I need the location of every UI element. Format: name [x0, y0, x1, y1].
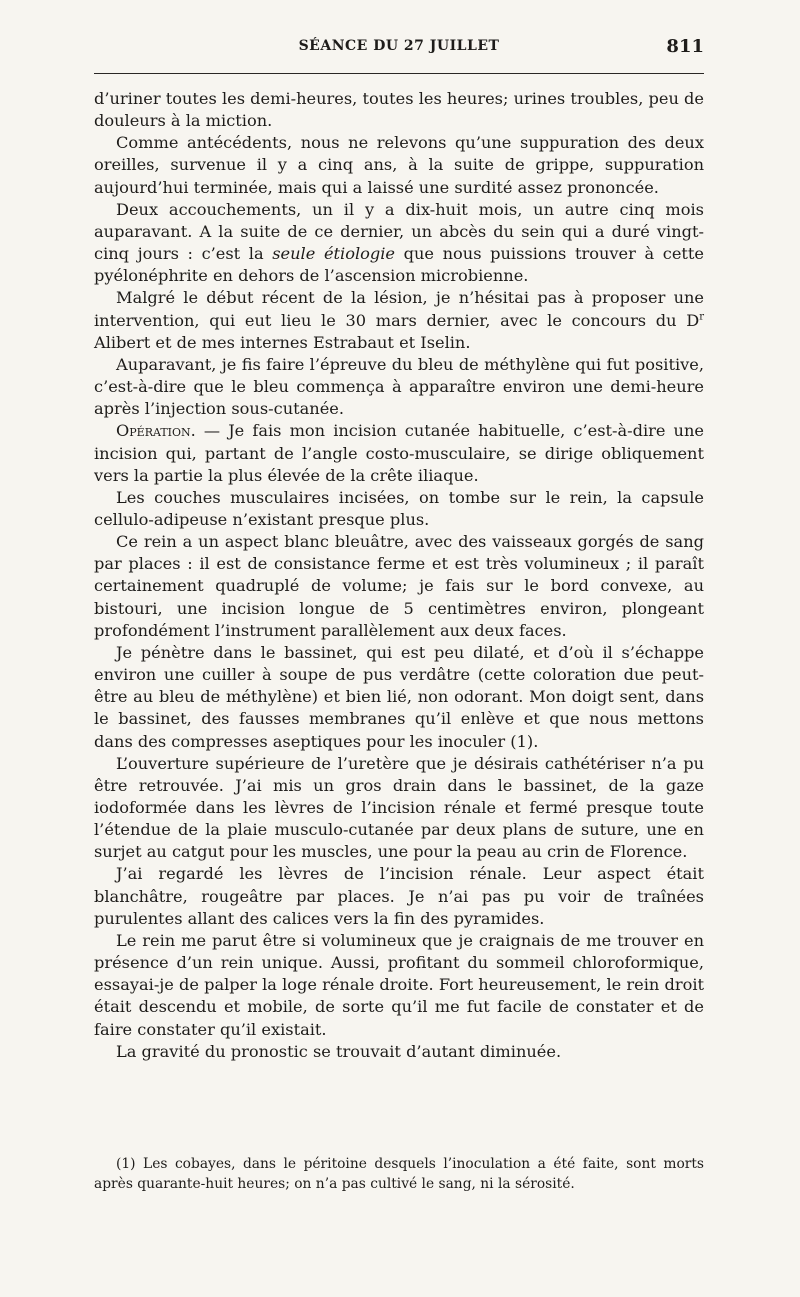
paragraph: Ce rein a un aspect blanc bleuâtre, avec des vaisseaux gorgés de sang par places : il est de consistance ferme et est très volumineux ; il paraît certainement quadruplé de volume; je fais sur le bord convexe, au bistouri, une incision longue de 5 centimètres environ, plongeant profondément l’instrument parallèlement aux deux faces.: [94, 532, 704, 640]
paragraph: La gravité du pronostic se trouvait d’autant diminuée.: [116, 1041, 562, 1061]
footnote: [94, 1154, 704, 1194]
superscript: r: [699, 311, 704, 323]
header-title: SÉANCE DU 27 JUILLET: [298, 38, 500, 54]
paragraph: [94, 420, 704, 486]
paragraph: [94, 287, 704, 353]
page-number: 811: [666, 36, 704, 57]
text-run: Alibert et de mes internes Estrabaut et Iselin.: [94, 332, 471, 352]
paragraph: Les couches musculaires incisées, on tombe sur le rein, la capsule cellulo-adipeuse n’existant presque plus.: [94, 487, 704, 529]
section-label: Opération.: [116, 421, 196, 441]
running-header: [94, 36, 704, 58]
paragraph: d’uriner toutes les demi-heures, toutes les heures; urines troubles, peu de douleurs à la miction.: [94, 89, 704, 131]
footnote-text: (1) Les cobayes, dans le péritoine desquels l’inoculation a été faite, sont morts après quarante-huit heures; on n’a pas cultivé le sang, ni la sérosité.: [94, 1156, 704, 1192]
text-run: Malgré le début récent de la lésion, je n’hésitai pas à proposer une intervention, qui eut lieu le 30 mars dernier, avec le concours du D: [94, 288, 704, 330]
paragraph: Auparavant, je fis faire l’épreuve du bleu de méthylène qui fut positive, c’est-à-dire que le bleu commença à apparaître environ une demi-heure après l’injection sous-cutanée.: [94, 354, 704, 419]
paragraph: J’ai regardé les lèvres de l’incision rénale. Leur aspect était blanchâtre, rougeâtre par places. Je n’ai pas pu voir de traînées purulentes allant des calices vers la fin des pyramides.: [94, 864, 704, 928]
italic-phrase: seule étiologie: [272, 244, 395, 264]
paragraph: L’ouverture supérieure de l’uretère que je désirais cathétériser n’a pu être retrouvée. J’ai mis un gros drain dans le bassinet, de la gaze iodoformée dans les lèvres de l’incision rénale et fermé presque toute l’étendue de la plaie musculo-cutanée par deux plans de suture, une en surjet au catgut pour les muscles, une pour la peau au crin de Florence.: [94, 753, 704, 862]
text-run: que nous puissions trouver à cette pyélonéphrite en dehors de l’ascension microbienne.: [94, 244, 704, 286]
text-run: — Je fais mon incision cutanée habituelle, c’est-à-dire une incision qui, partant de l’angle costo-musculaire, se dirige obliquement vers la partie la plus élevée de la crête iliaque.: [94, 421, 704, 485]
body-text: [94, 88, 704, 1063]
header-rule: [94, 73, 704, 74]
paragraph: [94, 199, 704, 288]
paragraph: Comme antécédents, nous ne relevons qu’une suppuration des deux oreilles, survenue il y a cinq ans, à la suite de grippe, suppuration aujourd’hui terminée, mais qui a laissé une surdité assez prononcée.: [94, 133, 704, 197]
paragraph: Je pénètre dans le bassinet, qui est peu dilaté, et d’où il s’échappe environ une cuiller à soupe de pus verdâtre (cette coloration due peut-être au bleu de méthylène) et bien lié, non odorant. Mon doigt sent, dans le bassinet, des fausses membranes qu’il enlève et que nous mettons dans des compresses aseptiques pour les inoculer (1).: [94, 642, 704, 751]
text-run: Deux accouchements, un il y a dix-huit mois, un autre cinq mois auparavant. A la suite de ce dernier, un abcès du sein qui a duré vingt-cinq jours : c’est la: [94, 199, 704, 264]
paragraph: Le rein me parut être si volumineux que je craignais de me trouver en présence d’un rein unique. Aussi, profitant du sommeil chloroformique, essayai-je de palper la loge rénale droite. Fort heureusement, le rein droit était descendu et mobile, de sorte qu’il me fut facile de constater et de faire constater qu’il existait.: [94, 930, 705, 1039]
